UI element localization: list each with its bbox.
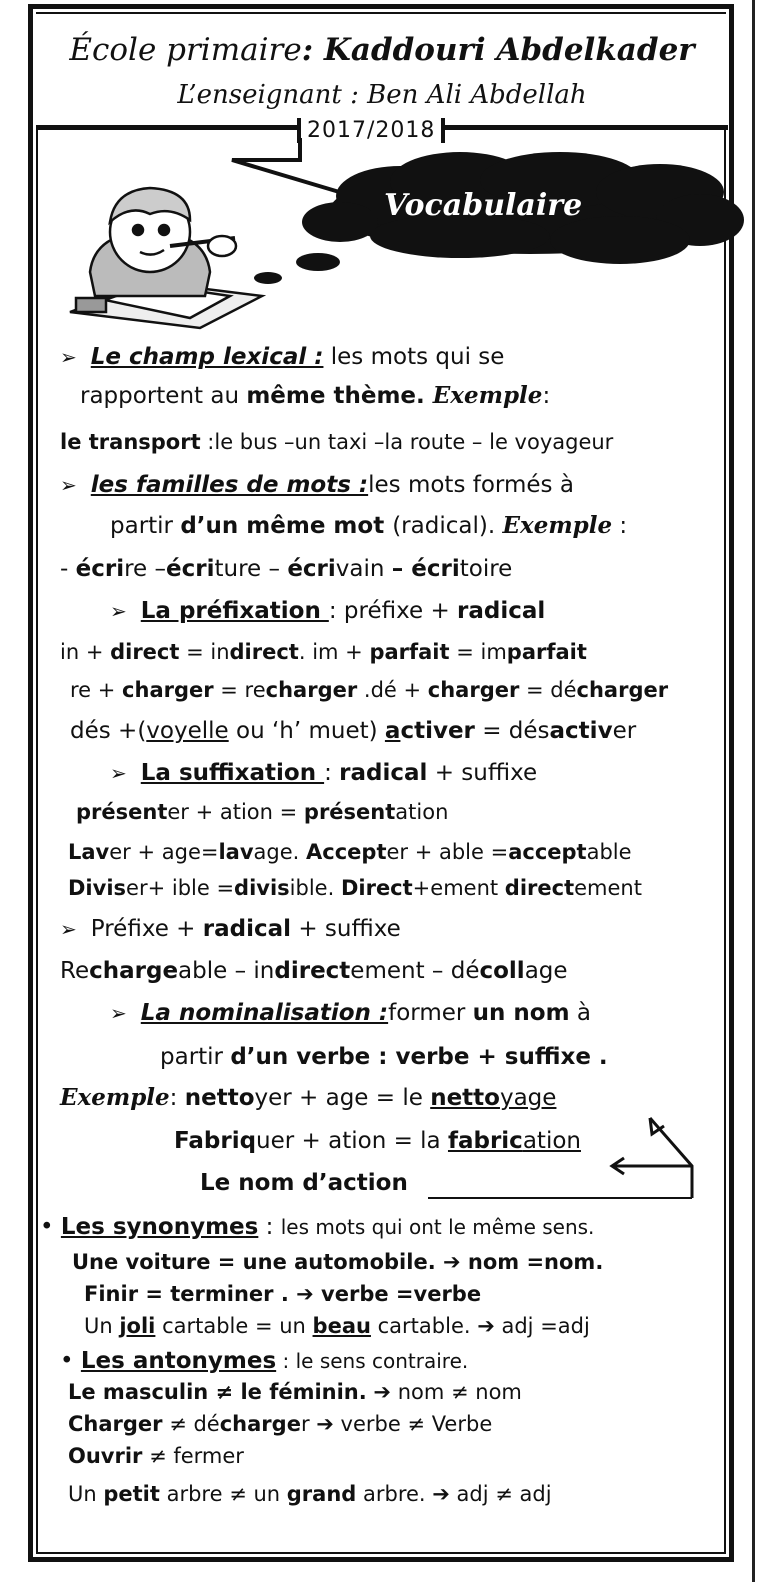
text-line-l2 <box>80 382 550 409</box>
text-line-l10 <box>70 718 636 744</box>
text-line-l30 <box>68 1482 552 1506</box>
text-run: accept <box>508 840 587 864</box>
text-run: Re <box>60 958 90 984</box>
text-run: direct <box>504 876 575 900</box>
text-run: (radical). <box>392 513 503 539</box>
text-run: yage <box>499 1085 557 1111</box>
text-run: Le champ lexical : <box>90 344 324 370</box>
text-run: er <box>612 718 637 744</box>
text-run: lav <box>218 840 254 864</box>
text-line-l28 <box>68 1412 492 1436</box>
text-run: Accept <box>306 840 387 864</box>
text-run: radical <box>202 916 292 942</box>
text-run: :le bus –un taxi –la route – le voyageur <box>200 430 614 454</box>
text-run: in + <box>60 640 111 664</box>
text-run: re + <box>70 678 123 702</box>
text-run: présent <box>303 800 396 824</box>
text-run: les mots formés à <box>368 472 574 498</box>
text-run: Lav <box>68 840 110 864</box>
text-line-l8 <box>60 640 587 664</box>
text-run: Exemple <box>432 382 543 409</box>
text-run: r ➔ verbe ≠ Verbe <box>300 1412 493 1436</box>
text-run: ement <box>574 876 642 900</box>
text-run: yer + age = le <box>254 1085 431 1111</box>
text-line-l21 <box>200 1170 408 1196</box>
text-run: écri <box>287 556 336 582</box>
text-run: partir <box>110 513 181 539</box>
text-run: age <box>524 958 568 984</box>
text-run: radical <box>339 760 428 786</box>
text-run: divis <box>234 876 290 900</box>
text-line-l4 <box>60 472 574 498</box>
text-run: Un <box>68 1482 104 1506</box>
text-line-l29 <box>68 1444 244 1468</box>
text-run: activ <box>549 718 613 744</box>
text-run: rapportent au <box>80 383 247 409</box>
text-run: ation <box>395 800 449 824</box>
text-run: charger <box>576 678 669 702</box>
bullet-arrow-icon: ➢ <box>60 917 77 941</box>
text-run: able <box>586 840 632 864</box>
school-year: 2017/2018 <box>297 118 445 143</box>
text-run: Le masculin ≠ le féminin. <box>68 1380 367 1404</box>
bullet-arrow-icon: ➢ <box>60 345 77 369</box>
text-run: les mots qui se <box>323 344 505 370</box>
text-line-l3 <box>60 430 613 454</box>
text-run: écri <box>166 556 215 582</box>
bullet-arrow-icon: ➢ <box>110 1001 127 1025</box>
text-line-l11 <box>110 760 537 786</box>
text-run: petit <box>103 1482 160 1506</box>
text-run: fabric <box>447 1128 523 1154</box>
text-run: voyelle <box>146 718 229 744</box>
text-run: un nom <box>472 1000 570 1026</box>
text-run: arbre. ➔ adj ≠ adj <box>356 1482 552 1506</box>
text-line-l14 <box>68 876 642 900</box>
text-run: Une voiture = une automobile. ➔ nom =nom. <box>72 1250 604 1274</box>
text-run: : <box>169 1085 185 1111</box>
text-run: : <box>612 513 628 539</box>
text-line-l9 <box>70 678 668 702</box>
bullet-arrow-icon: ➢ <box>110 599 127 623</box>
text-run: ≠ fermer <box>142 1444 244 1468</box>
text-run: charger <box>265 678 358 702</box>
text-line-l12 <box>76 800 448 824</box>
text-run: Finir = terminer . ➔ verbe =verbe <box>84 1282 482 1306</box>
text-run: Fabriq <box>174 1128 257 1154</box>
text-run: cartable. ➔ adj =adj <box>370 1314 590 1338</box>
text-line-l6 <box>60 556 512 582</box>
text-line-l24 <box>84 1282 481 1306</box>
text-run: ou ‘h’ muet) <box>228 718 385 744</box>
text-run: re – <box>124 556 167 582</box>
text-run: Charger <box>68 1412 163 1436</box>
text-line-l17 <box>110 1000 591 1026</box>
school-name: : Kaddouri Abdelkader <box>301 32 695 68</box>
section-title: Vocabulaire <box>384 188 583 223</box>
text-run: +ement <box>412 876 505 900</box>
text-run: Le nom d’action <box>200 1170 408 1196</box>
text-run: vain <box>335 556 392 582</box>
thinking-student-illustration <box>0 0 765 340</box>
text-run: direct <box>229 640 299 664</box>
text-run: ≠ dé <box>162 1412 220 1436</box>
text-run: . im + <box>298 640 370 664</box>
text-run: former <box>388 1000 473 1026</box>
text-run: netto <box>430 1085 500 1111</box>
text-run: ible. <box>289 876 341 900</box>
text-run: : <box>542 383 551 409</box>
text-run: : <box>324 760 340 786</box>
text-run: partir <box>160 1044 231 1070</box>
text-line-l1 <box>60 344 504 370</box>
text-line-l15 <box>60 916 401 942</box>
text-run: Exemple <box>60 1084 170 1111</box>
text-run: Direct <box>340 876 413 900</box>
teacher-line: L’enseignant : Ben Ali Abdellah <box>177 80 587 110</box>
text-run: ation <box>522 1128 581 1154</box>
bullet-arrow-icon: ➢ <box>110 761 127 785</box>
text-line-l19 <box>60 1084 556 1111</box>
text-run: La suffixation <box>140 760 325 786</box>
text-line-l20 <box>174 1128 581 1154</box>
text-run: les familles de mots : <box>90 472 369 498</box>
text-run: netto <box>184 1085 255 1111</box>
text-run: + suffixe <box>427 760 538 786</box>
text-run: dés +( <box>70 718 147 744</box>
text-run: Un <box>84 1314 120 1338</box>
text-run: + suffixe <box>291 916 401 942</box>
text-run: cartable = un <box>155 1314 313 1338</box>
text-run: d’un même mot <box>180 513 393 539</box>
text-run: Ouvrir <box>68 1444 143 1468</box>
text-run: même thème. <box>246 383 433 409</box>
text-run: = dés <box>474 718 550 744</box>
text-run: Les synonymes <box>60 1214 259 1240</box>
text-run: ture – <box>214 556 288 582</box>
text-run: • <box>60 1348 81 1374</box>
text-run: • <box>40 1214 61 1240</box>
text-run: er + ation = <box>167 800 304 824</box>
text-run: age. <box>253 840 307 864</box>
text-run: = im <box>449 640 507 664</box>
text-run: parfait <box>369 640 450 664</box>
text-line-l26 <box>60 1348 468 1374</box>
text-run: able – in <box>178 958 275 984</box>
text-run: = dé <box>519 678 577 702</box>
text-line-l23 <box>72 1250 603 1274</box>
text-run: joli <box>119 1314 156 1338</box>
text-run: d’un verbe : verbe + suffixe . <box>230 1044 608 1070</box>
text-line-l27 <box>68 1380 522 1404</box>
text-run: : le sens contraire. <box>276 1349 469 1373</box>
text-run: toire <box>459 556 513 582</box>
text-run: Les antonymes <box>80 1348 277 1374</box>
school-prefix: École primaire <box>69 32 302 68</box>
text-line-l22 <box>40 1214 594 1240</box>
text-line-l5 <box>110 512 627 539</box>
text-run: coll <box>479 958 525 984</box>
text-run: : <box>258 1214 281 1240</box>
text-run: présent <box>76 800 168 824</box>
text-line-l7 <box>110 598 545 624</box>
text-run: écri <box>75 556 125 582</box>
bullet-arrow-icon: ➢ <box>60 473 77 497</box>
text-run: charge <box>219 1412 301 1436</box>
text-line-l13 <box>68 840 632 864</box>
text-run: direct <box>274 958 351 984</box>
text-run: – écri <box>391 556 460 582</box>
text-run: er+ ible = <box>126 876 235 900</box>
text-line-l25 <box>84 1314 590 1338</box>
text-run: ctiver <box>400 718 475 744</box>
text-run: a <box>384 718 401 744</box>
text-run: parfait <box>506 640 587 664</box>
text-line-l16 <box>60 958 568 984</box>
text-run: charger <box>122 678 214 702</box>
text-run: charge <box>89 958 179 984</box>
text-run: La préfixation <box>140 598 329 624</box>
text-run: Exemple <box>502 512 613 539</box>
text-run: les mots qui ont le même sens. <box>280 1215 595 1239</box>
text-run: le transport <box>60 430 201 454</box>
text-run: er + able = <box>386 840 509 864</box>
text-run: Divis <box>68 876 127 900</box>
text-run: radical <box>457 598 546 624</box>
text-run: arbre ≠ un <box>159 1482 287 1506</box>
text-run: ement – dé <box>350 958 480 984</box>
text-run: uer + ation = la <box>256 1128 448 1154</box>
text-run: La nominalisation : <box>140 1000 389 1026</box>
text-line-l18 <box>160 1044 608 1070</box>
text-run: - <box>60 556 76 582</box>
text-run: : préfixe + <box>328 598 458 624</box>
text-run: .dé + <box>357 678 428 702</box>
text-run: = re <box>213 678 266 702</box>
text-run: grand <box>286 1482 357 1506</box>
text-run: Préfixe + <box>90 916 203 942</box>
text-run: à <box>569 1000 591 1026</box>
text-run: ➔ nom ≠ nom <box>366 1380 522 1404</box>
text-run: direct <box>110 640 180 664</box>
text-run: = in <box>179 640 230 664</box>
text-run: beau <box>312 1314 371 1338</box>
text-run: charger <box>427 678 520 702</box>
text-run: er + age= <box>109 840 219 864</box>
